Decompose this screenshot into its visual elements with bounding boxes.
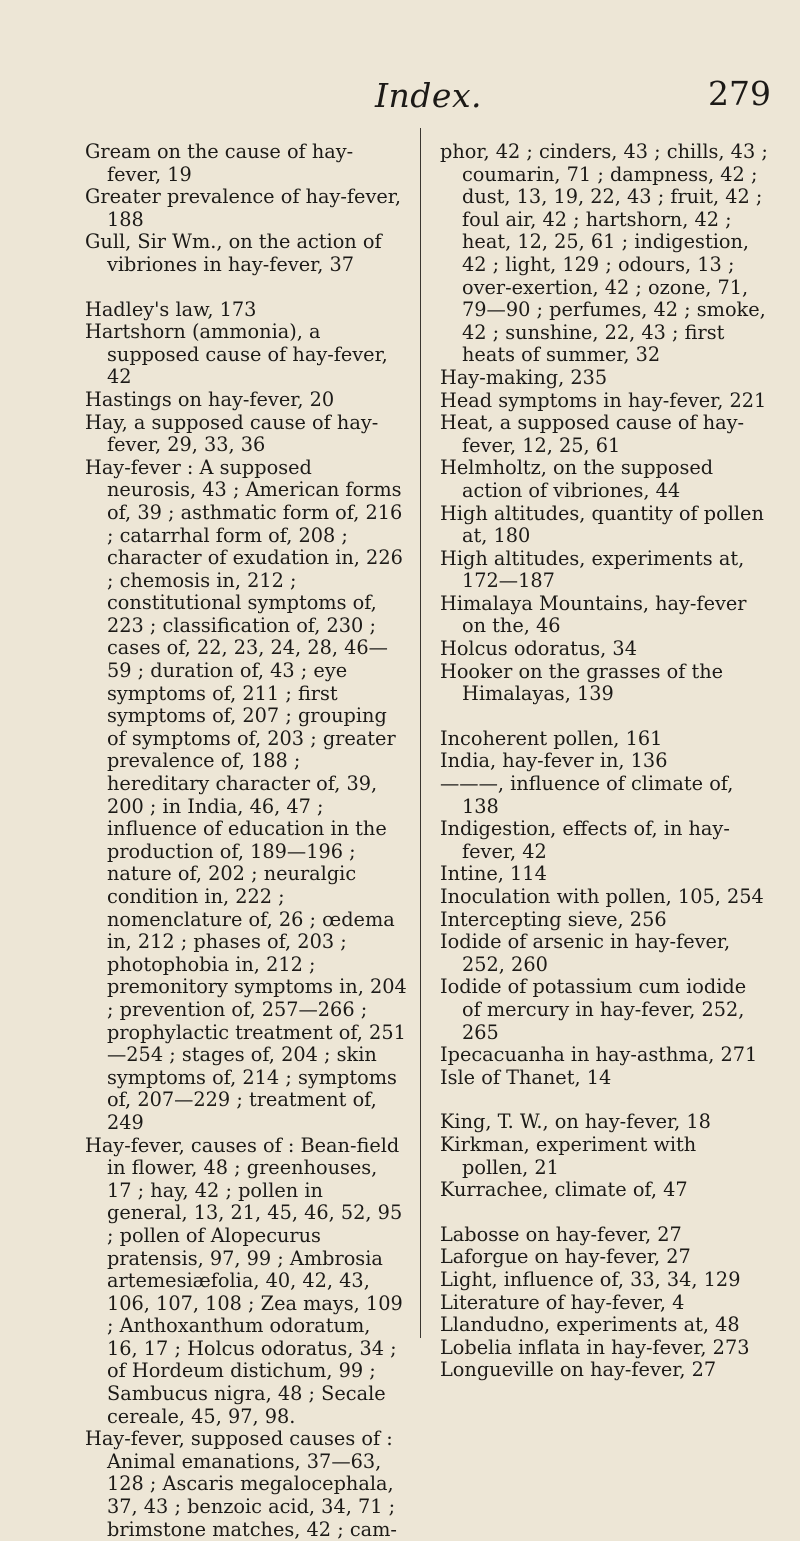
index-entry: Indigestion, effects of, in hay-fever, 42 — [440, 817, 730, 863]
index-entry: Hay-fever, causes of : Bean-field in flower, 48 ; greenhouses, 17 ; hay, 42 ; pollen in general, 13, 21, 45, 46, 52, 95 ; pollen of Alopecurus pratensis, 97, 99 ; Ambrosia artemesiæfolia, 40, 42, 43, 106, 107, 108 ; Zea mays, 109 ; Anthoxanthum odoratum, 16, 17 ; Holcus odoratus, 34 ; of Hordeum distichum, 99 ; Sambucus nigra, 48 ; Secale cereale, 45, 97, 98. — [85, 1133, 403, 1428]
index-entry: Lobelia inflata in hay-fever, 273 — [440, 1335, 750, 1359]
index-entry: Hooker on the grasses of the Himalayas, 139 — [440, 659, 724, 706]
index-column-right — [440, 141, 768, 1382]
index-entry: Intine, 114 — [440, 862, 547, 886]
index-entry: Helmholtz, on the supposed action of vibriones, 44 — [440, 456, 714, 502]
index-entry: Intercepting sieve, 256 — [440, 907, 667, 931]
index-entry: Holcus odoratus, 34 — [440, 637, 637, 661]
running-title: Index. — [375, 76, 483, 115]
index-entry: Gull, Sir Wm., on the action of vibriones in hay-fever, 37 — [85, 230, 382, 276]
index-entry: India, hay-fever in, 136 — [440, 749, 668, 773]
index-entry: Literature of hay-fever, 4 — [440, 1290, 685, 1314]
index-entry: Laforgue on hay-fever, 27 — [440, 1245, 691, 1269]
index-entry: Hay-fever, supposed causes of : Animal emanations, 37—63, 128 ; Ascaris megalocephala, 37, 43 ; benzoic acid, 34, 71 ; brimstone matches, 42 ; cam- — [85, 1427, 397, 1541]
index-entry: Hadley's law, 173 — [85, 297, 257, 321]
index-entry: Gream on the cause of hay-fever, 19 — [85, 140, 354, 186]
index-entry: Hartshorn (ammonia), a supposed cause of hay-fever, 42 — [85, 320, 388, 389]
index-entry: Ipecacuanha in hay-asthma, 271 — [440, 1043, 758, 1067]
index-entry: High altitudes, quantity of pollen at, 180 — [440, 501, 764, 548]
index-entry: Kirkman, experiment with pollen, 21 — [440, 1132, 697, 1179]
index-entry: Light, influence of, 33, 34, 129 — [440, 1267, 741, 1291]
index-entry: Llandudno, experiments at, 48 — [440, 1313, 740, 1337]
index-entry: Hay-fever : A supposed neurosis, 43 ; American forms of, 39 ; asthmatic form of, 216 ; catarrhal form of, 208 ; character of exudation in, 226 ; chemosis in, 212 ; constitutional symptoms of, 223 ; classification of, 230 ; cases of, 22, 23, 24, 28, 46—59 ; duration of, 43 ; eye symptoms of, 211 ; first symptoms of, 207 ; grouping of symptoms of, 203 ; greater prevalence of, 188 ; hereditary character of, 39, 200 ; in India, 46, 47 ; influence of education in the production of, 189—196 ; nature of, 202 ; neuralgic condition in, 222 ; nomenclature of, 26 ; œdema in, 212 ; phases of, 203 ; photophobia in, 212 ; premonitory symptoms in, 204 ; prevention of, 257—266 ; prophylactic treatment of, 251—254 ; stages of, 204 ; skin symptoms of, 214 ; symptoms of, 207—229 ; treatment of, 249 — [85, 455, 407, 1134]
column-divider — [420, 128, 421, 1338]
index-entry: Iodide of potassium cum iodide of mercury in hay-fever, 252, 265 — [440, 975, 747, 1044]
index-column-left — [85, 141, 407, 1541]
index-entry: King, T. W., on hay-fever, 18 — [440, 1110, 711, 1134]
index-entry: Hay, a supposed cause of hay-fever, 29, 33, 36 — [85, 410, 379, 457]
index-entry: Labosse on hay-fever, 27 — [440, 1222, 682, 1246]
index-entry: Head symptoms in hay-fever, 221 — [440, 388, 767, 412]
index-entry: Kurrachee, climate of, 47 — [440, 1178, 688, 1202]
index-entry: Hastings on hay-fever, 20 — [85, 387, 335, 411]
index-entry: Longueville on hay-fever, 27 — [440, 1358, 717, 1382]
index-entry: Inoculation with pollen, 105, 254 — [440, 885, 764, 908]
index-entry: phor, 42 ; cinders, 43 ; chills, 43 ; coumarin, 71 ; dampness, 42 ; dust, 13, 19, 22, 43 ; fruit, 42 ; foul air, 42 ; hartshorn, 42 ; heat, 12, 25, 61 ; indigestion, 42 ; light, 129 ; odours, 13 ; over-exertion, 42 ; ozone, 71, 79—90 ; perfumes, 42 ; smoke, 42 ; sunshine, 22, 43 ; first heats of summer, 32 — [440, 140, 768, 367]
index-entry: ———, influence of climate of, 138 — [440, 772, 734, 818]
index-entry: Himalaya Mountains, hay-fever on the, 46 — [440, 591, 747, 638]
index-entry: Incoherent pollen, 161 — [440, 726, 663, 750]
page-number: 279 — [708, 74, 771, 113]
index-entry: High altitudes, experiments at, 172—187 — [440, 546, 745, 593]
index-entry: Hay-making, 235 — [440, 365, 608, 389]
index-entry: Isle of Thanet, 14 — [440, 1065, 612, 1089]
index-entry: Iodide of arsenic in hay-fever, 252, 260 — [440, 930, 731, 976]
index-entry: Greater prevalence of hay-fever, 188 — [85, 185, 401, 231]
index-entry: Heat, a supposed cause of hay-fever, 12, 25, 61 — [440, 411, 745, 457]
